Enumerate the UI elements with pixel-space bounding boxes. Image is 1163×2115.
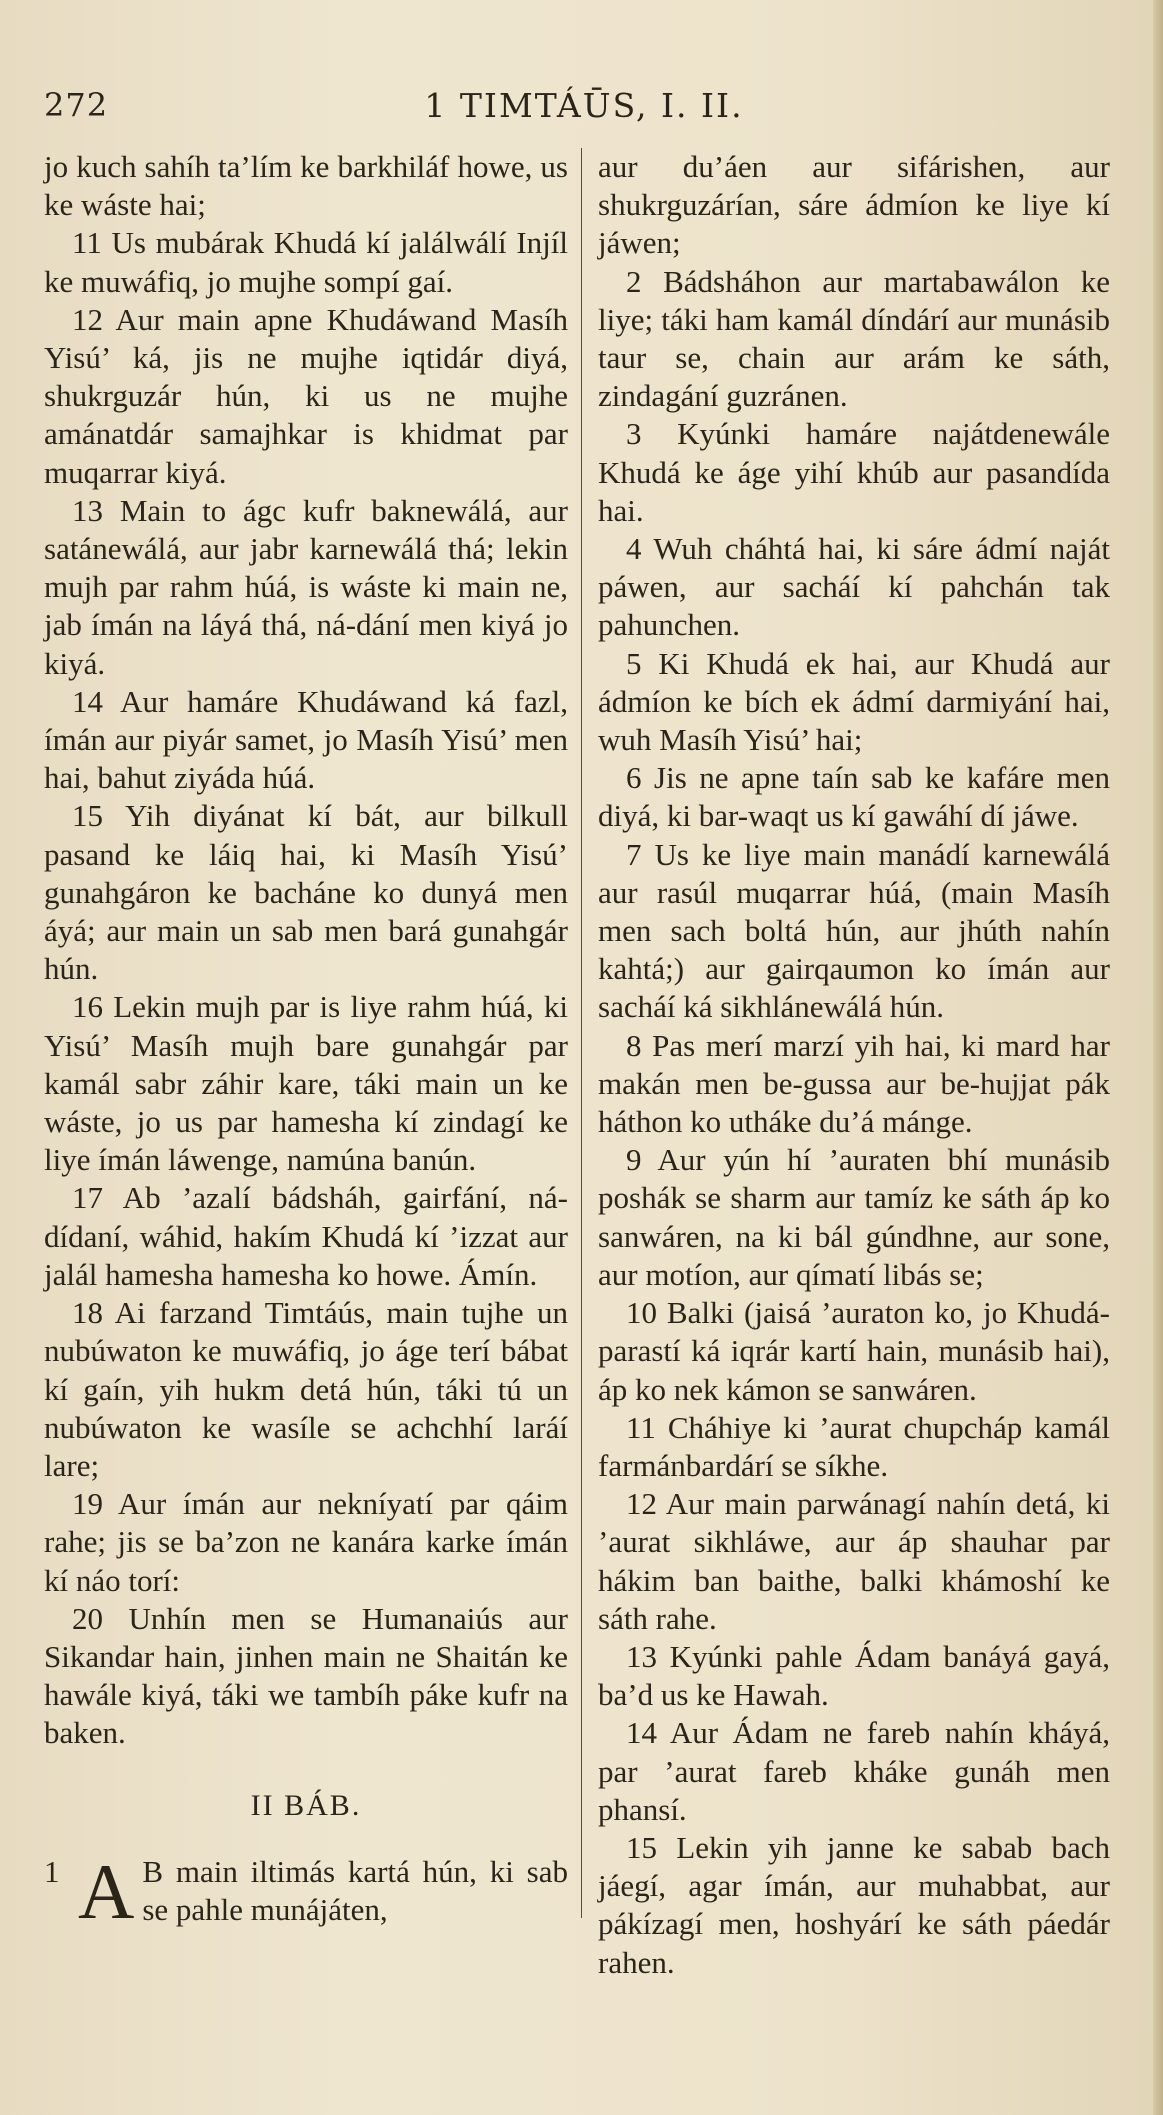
verse: 9 Aur yún hí ’auraten bhí munásib poshák se sharm aur tamíz ke sáth áp ko sanwáren, na ki bál gúndhne, aur sone, aur motíon, aur qímatí libás se; [598,1142,1110,1292]
verse: 12 Aur main parwánagí nahín detá, ki ’aurat sikhláwe, aur áp shauhar par hákim ban baithe, balki khámoshí ke sáth rahe. [598,1486,1110,1636]
continued-text: aur du’áen aur sifárishen, aur shukrguzárían, sáre ádmíon ke liye kí jáwen; [598,149,1110,261]
column-rule [581,148,582,1918]
verse: 14 Aur hamáre Khudáwand ká fazl, ímán aur piyár samet, jo Masíh Yisú’ men hai, bahut ziyáda húá. [44,683,568,796]
verse: 16 Lekin mujh par is liye rahm húá, ki Yisú’ Masíh mujh bare gunahgár par kamál sabr záhir kare, táki main un ke wáste, jo us par hamesha kí zindagí ke liye ímán láwenge, namúna banún. [44,989,568,1178]
verse: 3 Kyúnki hamáre najátdenewále Khudá ke áge yihí khúb aur pasandída hai. [598,416,1110,528]
chapter-heading: II BÁB. [250,1788,362,1822]
verse: 4 Wuh cháhtá hai, ki sáre ádmí naját páwen, aur sacháí kí pahchán tak pahunchen. [598,531,1110,643]
verse: 17 Ab ’azalí bádsháh, gairfání, ná-dídaní, wáhid, hakím Khudá kí ’izzat aur jalál hamesha hamesha ko howe. Ámín. [44,1180,568,1292]
verse-number: 1 [44,1853,60,1889]
page-header [44,86,1124,126]
verse: 2 Bádsháhon aur martabawálon ke liye; táki ham kamál díndárí aur munásib taur se, chain aur arám ke sáth, zindagání guzránen. [598,263,1110,414]
verse: 8 Pas merí marzí yih hai, ki mard har makán men be-gussa aur be-hujjat pák háthon ko utháke du’á mánge. [598,1027,1110,1140]
verse: 15 Yih diyánat kí bát, aur bilkull pasand ke láiq hai, ki Masíh Yisú’ gunahgáron ke bacháne ko dunyá men áyá; aur main un sab men bará gunahgár hún. [44,798,568,987]
verse: 12 Aur main apne Khudáwand Masíh Yisú’ ká, jis ne mujhe iqtidár diyá, shukrguzár hún, ki us ne mujhe amánatdár samajhkar is khidmat par muqarrar kiyá. [44,301,568,490]
verse: 10 Balki (jaisá ’auraton ko, jo Khudá-parastí ká iqrár kartí hain, munásib hai), áp ko nek kámon se sanwáren. [598,1295,1110,1407]
verse: 6 Jis ne apne taín sab ke kafáre men diyá, ki bar-waqt us kí gawáhí dí jáwe. [598,760,1110,834]
verse: 15 Lekin yih janne ke sabab bach jáegí, agar ímán, aur muhabbat, aur pákízagí men, hoshyárí ke sáth páedár rahen. [598,1829,1110,1980]
verse: 18 Ai farzand Timtáús, main tujhe un nubúwaton ke muwáfiq, jo áge terí bábat kí gaín, yih hukm detá hún, táki tú un nubúwaton ke wasíle se achchhí laráí lare; [44,1295,568,1483]
verse: 19 Aur ímán aur nekníyatí par qáim rahe; jis se ba’zon ne kanára karke ímán kí náo torí: [44,1486,568,1598]
page-number: 272 [44,86,109,124]
verse: 13 Kyúnki pahle Ádam banáyá gayá, ba’d us ke Hawah. [598,1638,1110,1713]
verse: 20 Unhín men se Humanaiús aur Sikandar hain, jinhen main ne Shaitán ke hawále kiyá, táki we tambíh páke kufr na baken. [44,1600,568,1751]
verse: 13 Main to ágc kufr baknewálá, aur satánewálá, aur jabr karnewálá thá; lekin mujh par rahm húá, is wáste ki main ne, jab ímán na láyá thá, ná-dání men kiyá jo kiyá. [44,492,568,681]
first-verse-text: B main iltimás kartá hún, ki sab se pahle munájáten, [142,1853,568,1927]
right-column [598,148,1110,1982]
continued-text: jo kuch sahíh ta’lím ke barkhiláf howe, us ke wáste hai; [44,149,568,223]
first-verse [44,1847,568,1935]
verse: 7 Us ke liye main manádí karnewálá aur rasúl muqarrar húá, (main Masíh men sach boltá hún, aur jhúth nahín kahtá;) aur gairqaumon ko ímán aur sacháí ká sikhlánewálá hún. [598,836,1110,1025]
verse: 5 Ki Khudá ek hai, aur Khudá aur ádmíon ke bích ek ádmí darmiyání hai, wuh Masíh Yisú’ hai; [598,645,1110,758]
drop-cap: A [78,1847,135,1935]
page-edge [1153,0,1163,2115]
running-title: 1 TIMTÁŪS, I. II. [424,86,744,125]
verse: 14 Aur Ádam ne fareb nahín kháyá, par ’aurat fareb kháke gunáh men phansí. [598,1715,1110,1827]
left-column [44,148,568,1935]
verse: 11 Cháhiye ki ’aurat chupcháp kamál farmánbardárí se síkhe. [598,1409,1110,1483]
verse: 11 Us mubárak Khudá kí jalálwálí Injíl ke muwáfiq, jo mujhe sompí gaí. [44,225,568,299]
